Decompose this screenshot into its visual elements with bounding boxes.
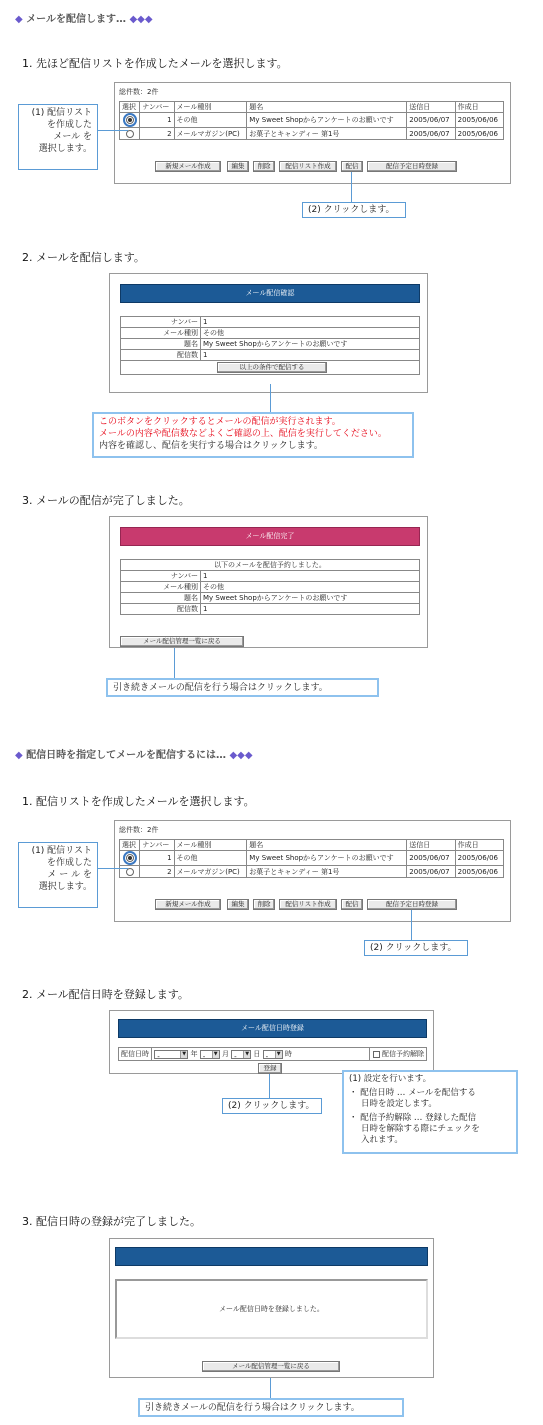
done-title-bar bbox=[115, 1247, 428, 1266]
table-row[interactable] bbox=[120, 113, 504, 128]
year-label: 年 bbox=[190, 1050, 198, 1058]
confirm-table bbox=[120, 316, 420, 375]
col-created: 作成日 bbox=[455, 102, 503, 113]
schedule-title-bar: メール配信日時登録 bbox=[118, 1019, 427, 1038]
select-value: - bbox=[202, 1052, 206, 1061]
day-label: 日 bbox=[253, 1050, 261, 1058]
continue-callout: 引き続きメールの配信を行う場合はクリックします。 bbox=[138, 1398, 404, 1417]
settings-item: ・ 配信日時 … メールを配信する bbox=[349, 1088, 476, 1098]
row-label: ナンバー bbox=[121, 317, 201, 328]
hour-label: 時 bbox=[284, 1050, 292, 1058]
chevron-down-icon: ▼ bbox=[212, 1051, 219, 1058]
row-label: ナンバー bbox=[121, 571, 201, 582]
callout-line: 選択します。 bbox=[38, 144, 92, 154]
row-value: 1 bbox=[201, 317, 420, 328]
send-button[interactable]: 配信 bbox=[341, 899, 363, 910]
done-message-box: メール配信日時を登録しました。 bbox=[115, 1279, 428, 1339]
col-type: メール種別 bbox=[174, 840, 247, 851]
cell-sent: 2005/06/07 bbox=[407, 128, 455, 140]
radio-button[interactable] bbox=[126, 116, 134, 124]
edit-button[interactable]: 編集 bbox=[227, 899, 249, 910]
table-row bbox=[121, 593, 420, 604]
send-warning-callout bbox=[92, 412, 414, 458]
col-subject: 題名 bbox=[247, 840, 407, 851]
settings-item: 入れます。 bbox=[361, 1135, 403, 1145]
table-row bbox=[121, 560, 420, 571]
callout-line: (1) 配信リスト bbox=[31, 846, 92, 856]
row-value: その他 bbox=[201, 582, 420, 593]
confirm-title-bar: メール配信確認 bbox=[120, 284, 420, 303]
schedule-button[interactable]: 配信予定日時登録 bbox=[367, 161, 457, 172]
row-label: 題名 bbox=[121, 339, 201, 350]
connector-line bbox=[174, 648, 175, 678]
radio-highlight bbox=[123, 113, 137, 127]
cell-subject: My Sweet Shopからアンケートのお願いです bbox=[247, 113, 407, 128]
step-title: 3. 配信日時の登録が完了しました。 bbox=[22, 1215, 201, 1228]
step-title: 2. メール配信日時を登録します。 bbox=[22, 988, 189, 1001]
click-callout: (2) クリックします。 bbox=[302, 202, 406, 218]
table-row bbox=[121, 571, 420, 582]
cancel-checkbox[interactable] bbox=[373, 1051, 380, 1058]
table-row bbox=[121, 350, 420, 361]
instruction-text: 内容を確認し、配信を実行する場合はクリックします。 bbox=[99, 441, 323, 451]
cell-subject: お菓子とキャンディー 第1号 bbox=[247, 866, 407, 878]
continue-callout: 引き続きメールの配信を行う場合はクリックします。 bbox=[106, 678, 379, 697]
back-to-list-button[interactable]: メール配信管理一覧に戻る bbox=[202, 1361, 340, 1372]
callout-line: (1) 配信リスト bbox=[31, 108, 92, 118]
col-sent: 送信日 bbox=[407, 102, 455, 113]
cell-created: 2005/06/06 bbox=[455, 113, 503, 128]
section2-heading: ◆ 配信日時を指定してメールを配信するには… ◆◆◆ bbox=[15, 750, 253, 761]
diamonds-icon: ◆◆◆ bbox=[129, 14, 153, 25]
step-title: 1. 配信リストを作成したメールを選択します。 bbox=[22, 795, 255, 808]
row-value: My Sweet Shopからアンケートのお願いです bbox=[201, 593, 420, 604]
delete-button[interactable]: 削除 bbox=[253, 161, 275, 172]
table-header-row bbox=[120, 840, 504, 851]
month-select[interactable] bbox=[200, 1050, 220, 1059]
select-callout bbox=[18, 104, 98, 170]
cell-number: 2 bbox=[140, 128, 174, 140]
select-value: - bbox=[234, 1052, 237, 1061]
complete-title-bar: メール配信完了 bbox=[120, 527, 420, 546]
warning-text: このボタンをクリックするとメールの配信が実行されます。 bbox=[99, 417, 341, 427]
cell-sent: 2005/06/07 bbox=[407, 866, 455, 878]
delete-button[interactable]: 削除 bbox=[253, 899, 275, 910]
row-value: 1 bbox=[201, 350, 420, 361]
back-to-list-button[interactable]: メール配信管理一覧に戻る bbox=[120, 636, 244, 647]
cell-type: その他 bbox=[174, 851, 247, 866]
cell-type: メールマガジン(PC) bbox=[174, 128, 247, 140]
callout-line: 選択します。 bbox=[38, 882, 92, 892]
confirm-panel bbox=[109, 273, 428, 393]
select-value: - bbox=[157, 1052, 160, 1061]
section1-heading: ◆ メールを配信します… ◆◆◆ bbox=[15, 14, 153, 25]
mail-list-table bbox=[119, 839, 504, 878]
connector-line bbox=[269, 1074, 270, 1098]
callout-line: を作成した bbox=[46, 120, 92, 130]
month-label: 月 bbox=[221, 1050, 229, 1058]
select-cell[interactable] bbox=[120, 851, 140, 866]
table-header-row bbox=[120, 102, 504, 113]
col-select: 選択 bbox=[120, 102, 140, 113]
chevron-down-icon: ▼ bbox=[180, 1051, 187, 1058]
step-title: 3. メールの配信が完了しました。 bbox=[22, 494, 190, 507]
table-row bbox=[121, 328, 420, 339]
table-row bbox=[121, 339, 420, 350]
diamond-icon: ◆ bbox=[15, 750, 23, 761]
settings-callout bbox=[342, 1070, 518, 1154]
select-cell[interactable] bbox=[120, 113, 140, 128]
cell-created: 2005/06/06 bbox=[455, 866, 503, 878]
table-row[interactable] bbox=[120, 851, 504, 866]
step-title: 1. 先ほど配信リストを作成したメールを選択します。 bbox=[22, 57, 288, 70]
connector-line bbox=[270, 384, 271, 412]
cell-type: その他 bbox=[174, 113, 247, 128]
callout-line: を作成した bbox=[46, 858, 92, 868]
row-value: My Sweet Shopからアンケートのお願いです bbox=[201, 339, 420, 350]
row-value: その他 bbox=[201, 328, 420, 339]
select-value: - bbox=[265, 1052, 269, 1061]
schedule-panel bbox=[109, 1010, 434, 1074]
connector-line bbox=[98, 130, 128, 131]
cell-sent: 2005/06/07 bbox=[407, 851, 455, 866]
cell-number: 2 bbox=[140, 866, 174, 878]
row-value: 1 bbox=[201, 571, 420, 582]
cell-number: 1 bbox=[140, 851, 174, 866]
complete-message: 以下のメールを配信予約しました。 bbox=[121, 560, 420, 571]
hour-select[interactable] bbox=[263, 1050, 283, 1059]
cell-created: 2005/06/06 bbox=[455, 128, 503, 140]
diamonds-icon: ◆◆◆ bbox=[229, 750, 253, 761]
total-count: 総件数：2件 bbox=[119, 826, 159, 834]
create-list-button[interactable]: 配信リスト作成 bbox=[279, 161, 337, 172]
year-select[interactable] bbox=[154, 1050, 188, 1059]
cell-number: 1 bbox=[140, 113, 174, 128]
click-callout: (2) クリックします。 bbox=[222, 1098, 322, 1114]
edit-button[interactable]: 編集 bbox=[227, 161, 249, 172]
create-list-button[interactable]: 配信リスト作成 bbox=[279, 899, 337, 910]
col-sent: 送信日 bbox=[407, 840, 455, 851]
complete-table bbox=[120, 559, 420, 615]
table-row bbox=[121, 361, 420, 375]
mail-list-panel bbox=[114, 820, 511, 922]
col-number: ナンバー bbox=[140, 840, 174, 851]
new-mail-button[interactable]: 新規メール作成 bbox=[155, 161, 221, 172]
select-callout bbox=[18, 842, 98, 908]
schedule-form-row bbox=[118, 1047, 427, 1061]
col-subject: 題名 bbox=[247, 102, 407, 113]
settings-item: 日時を設定します。 bbox=[361, 1099, 437, 1109]
day-select[interactable] bbox=[231, 1050, 251, 1059]
row-label: メール種別 bbox=[121, 328, 201, 339]
cell-subject: お菓子とキャンディー 第1号 bbox=[247, 128, 407, 140]
step-title: 2. メールを配信します。 bbox=[22, 251, 145, 264]
row-label: 題名 bbox=[121, 593, 201, 604]
date-label: 配信日時 bbox=[119, 1048, 152, 1060]
col-number: ナンバー bbox=[140, 102, 174, 113]
row-value: 1 bbox=[201, 604, 420, 615]
settings-title: (1) 設定を行います。 bbox=[349, 1074, 432, 1084]
cell-created: 2005/06/06 bbox=[455, 851, 503, 866]
total-count: 総件数：2件 bbox=[119, 88, 159, 96]
col-created: 作成日 bbox=[455, 840, 503, 851]
chevron-down-icon: ▼ bbox=[275, 1051, 282, 1058]
click-callout: (2) クリックします。 bbox=[364, 940, 468, 956]
col-type: メール種別 bbox=[174, 102, 247, 113]
table-row bbox=[121, 604, 420, 615]
row-label: 配信数 bbox=[121, 604, 201, 615]
mail-list-table bbox=[119, 101, 504, 140]
done-panel bbox=[109, 1238, 434, 1378]
row-label: 配信数 bbox=[121, 350, 201, 361]
table-row[interactable] bbox=[120, 866, 504, 878]
cancel-option[interactable] bbox=[369, 1048, 424, 1060]
connector-line bbox=[411, 910, 412, 940]
callout-line: メ ー ル を bbox=[47, 870, 92, 880]
settings-item: ・ 配信予約解除 … 登録した配信 bbox=[349, 1113, 477, 1123]
col-select: 選択 bbox=[120, 840, 140, 851]
mail-list-panel bbox=[114, 82, 511, 184]
connector-line bbox=[351, 172, 352, 202]
cell-sent: 2005/06/07 bbox=[407, 113, 455, 128]
warning-text: メールの内容や配信数などよくご確認の上、配信を実行してください。 bbox=[99, 429, 387, 439]
connector-line bbox=[98, 868, 128, 869]
confirm-send-button[interactable]: 以上の条件で配信する bbox=[217, 362, 327, 373]
diamond-icon: ◆ bbox=[15, 14, 23, 25]
callout-line: メール を bbox=[53, 132, 92, 142]
complete-panel bbox=[109, 516, 428, 648]
register-button[interactable]: 登録 bbox=[258, 1063, 282, 1074]
schedule-button[interactable]: 配信予定日時登録 bbox=[367, 899, 457, 910]
cell-type: メールマガジン(PC) bbox=[174, 866, 247, 878]
table-row[interactable] bbox=[120, 128, 504, 140]
table-row bbox=[121, 317, 420, 328]
cell-subject: My Sweet Shopからアンケートのお願いです bbox=[247, 851, 407, 866]
radio-button[interactable] bbox=[126, 854, 134, 862]
new-mail-button[interactable]: 新規メール作成 bbox=[155, 899, 221, 910]
button-cell bbox=[121, 361, 420, 375]
connector-line bbox=[270, 1378, 271, 1398]
row-label: メール種別 bbox=[121, 582, 201, 593]
send-button[interactable]: 配信 bbox=[341, 161, 363, 172]
table-row bbox=[121, 582, 420, 593]
chevron-down-icon: ▼ bbox=[243, 1051, 250, 1058]
settings-item: 日時を解除する際にチェックを bbox=[361, 1124, 480, 1134]
cancel-label: 配信予約解除 bbox=[382, 1050, 424, 1058]
radio-highlight bbox=[123, 851, 137, 865]
